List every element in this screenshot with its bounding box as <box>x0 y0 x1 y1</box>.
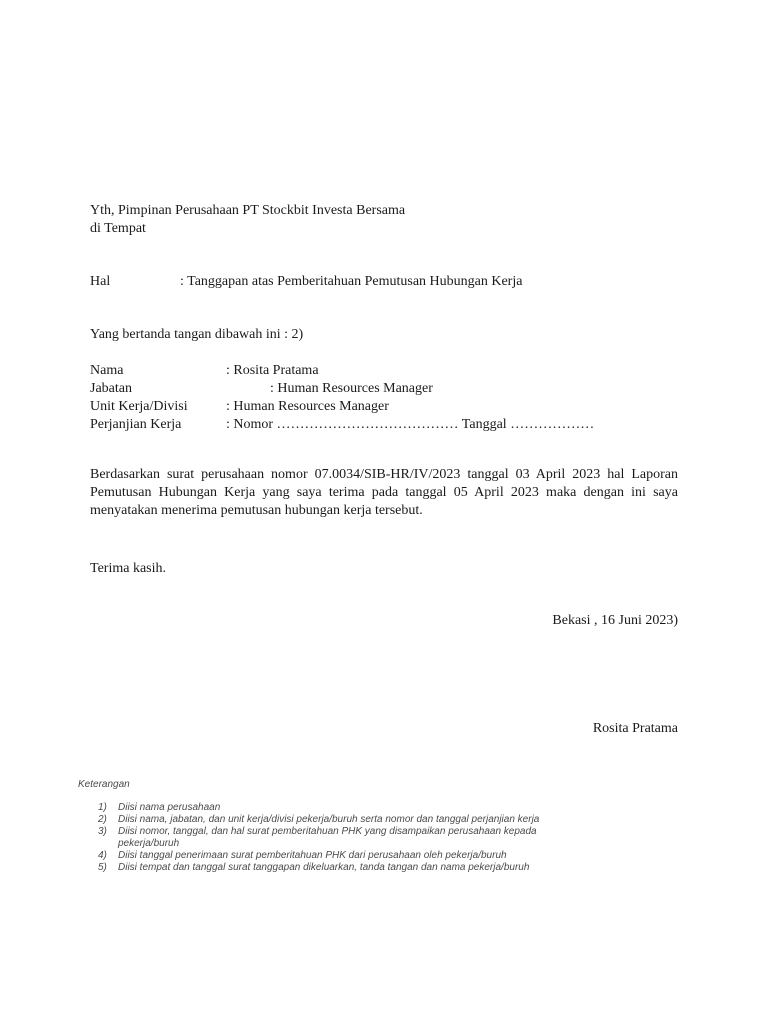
subject-line <box>90 273 678 291</box>
field-label: Nama <box>90 363 124 378</box>
notes-item-text: Diisi nama, jabatan, dan unit kerja/divisi pekerja/buruh serta nomor dan tanggal perjanjian kerja <box>118 814 540 825</box>
field-value: : Rosita Pratama <box>226 363 319 378</box>
notes-section <box>78 779 578 874</box>
notes-item-number: 5) <box>98 862 107 873</box>
place-date: Bekasi , 16 Juni 2023) <box>552 613 678 628</box>
intro-line: Yang bertanda tangan dibawah ini : 2) <box>90 327 304 342</box>
field-row-unit-kerja <box>90 398 678 416</box>
field-row-jabatan <box>90 380 678 398</box>
notes-item <box>78 850 578 862</box>
field-value: : Human Resources Manager <box>226 399 389 414</box>
notes-item-text: Diisi tanggal penerimaan surat pemberitahuan PHK dari perusahaan oleh pekerja/buruh <box>118 850 507 861</box>
body-paragraph: Berdasarkan surat perusahaan nomor 07.0034/SIB-HR/IV/2023 tanggal 03 April 2023 hal Laporan Pemutusan Hubungan Kerja yang saya terima pada tanggal 05 April 2023 maka dengan ini saya menyatakan menerima pemutusan hubungan kerja tersebut. <box>90 467 678 518</box>
field-value: : Human Resources Manager <box>270 381 433 396</box>
notes-item-text: Diisi nomor, tanggal, dan hal surat pemberitahuan PHK yang disampaikan perusahaan kepada pekerja/buruh <box>118 826 537 849</box>
notes-item-text: Diisi nama perusahaan <box>118 802 221 813</box>
subject-label: Hal <box>90 274 111 289</box>
recipient-line-2: di Tempat <box>90 221 146 236</box>
notes-item-number: 2) <box>98 814 107 825</box>
field-label: Perjanjian Kerja <box>90 417 182 432</box>
notes-item-number: 1) <box>98 802 107 813</box>
field-label: Jabatan <box>90 381 132 396</box>
field-row-nama <box>90 362 678 380</box>
notes-item <box>78 814 578 826</box>
field-label: Unit Kerja/Divisi <box>90 399 188 414</box>
closing-line: Terima kasih. <box>90 561 166 576</box>
notes-item-number: 3) <box>98 826 107 837</box>
notes-item <box>78 802 578 814</box>
notes-item <box>78 826 548 850</box>
field-row-perjanjian-kerja <box>90 416 678 434</box>
notes-item-text: Diisi tempat dan tanggal surat tanggapan dikeluarkan, tanda tangan dan nama pekerja/buruh <box>118 862 530 873</box>
field-value: : Nomor ………………………………… Tanggal ……………… <box>226 417 595 432</box>
recipient-line-1: Yth, Pimpinan Perusahaan PT Stockbit Investa Bersama <box>90 203 406 218</box>
notes-title: Keterangan <box>78 779 130 790</box>
notes-item-number: 4) <box>98 850 107 861</box>
signature-name: Rosita Pratama <box>592 721 678 736</box>
subject-value: : Tanggapan atas Pemberitahuan Pemutusan Hubungan Kerja <box>180 274 523 289</box>
notes-item <box>78 862 578 874</box>
